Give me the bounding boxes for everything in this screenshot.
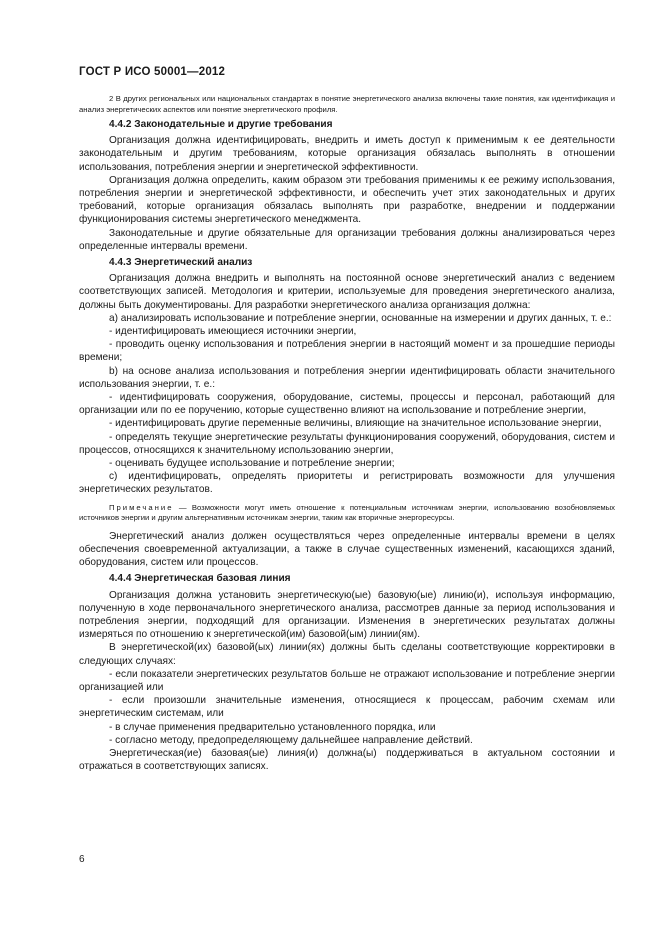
list-item: - идентифицировать другие переменные величины, влияющие на значительное использование энергии, — [109, 418, 602, 430]
section-4-4-3-heading: 4.4.3 Энергетический анализ — [109, 257, 253, 269]
list-item: - в случае применения предварительно установленного порядка, или — [109, 721, 436, 733]
list-item: - оценивать будущее использование и потребление энергии; — [109, 458, 395, 470]
list-item: - если показатели энергетических результатов больше не отражают использование и потребление энергии организацией или — [79, 668, 615, 693]
paragraph: Энергетическая(ие) базовая(ые) линия(и) должна(ы) поддерживаться в актуальном состоянии и отражаться в соответствующих записях. — [79, 747, 615, 773]
paragraph: Организация должна идентифицировать, внедрить и иметь доступ к применимым к ее деятельности законодательным и другим требованиям, которые организация обязалась выполнять в отношении использования, потребления энергии и энергетической эффективности. — [79, 135, 615, 173]
page-body — [79, 94, 615, 773]
list-item: - определять текущие энергетические результаты функционирования сооружений, оборудования, систем и процессов, относящихся к значительному использованию энергии, — [79, 431, 615, 456]
note-label: Примечание — [109, 502, 174, 512]
paragraph: Организация должна внедрить и выполнять на постоянной основе энергетический анализ с ведением соответствующих записей. Методология и критерии, используемые для проведения энергетического анализа, должны быть документированы. Для разработки энергетического анализа организация должна: — [79, 273, 615, 311]
section-4-4-4-heading: 4.4.4 Энергетическая базовая линия — [109, 573, 291, 585]
list-item: - согласно методу, предопределяющему дальнейшее направление действий. — [109, 734, 473, 746]
footnote-2: 2 В других региональных или национальных стандартах в понятие энергетического анализа включены такие понятия, как идентификация и анализ энергетических аспектов или понятие энергетического профиля. — [79, 94, 615, 114]
paragraph: Организация должна определить, каким образом эти требования применимы к ее режиму использования, потребления энергии и энергетической эффективности, и обеспечить учет этих законодательных и других требований, которые организация обязалась выполнять при разработке, внедрении и поддержании функционирования системы энергетического менеджмента. — [79, 174, 615, 226]
section-4-4-2-heading: 4.4.2 Законодательные и другие требования — [109, 119, 333, 130]
paragraph: Организация должна установить энергетическую(ые) базовую(ые) линию(и), используя информацию, полученную в ходе первоначального энергетического анализа, рассмотрев данные за период использования и потребления энергии, подходящий для организации. Изменения в энергетических результатах должны измеряться по отношению к энергетической(им) базовой(ым) линии(ям). — [79, 589, 615, 641]
paragraph: Энергетический анализ должен осуществляться через определенные интервалы времени в целях обеспечения своевременной актуализации, а также в случае существенных изменений, касающихся зданий, оборудования, систем или процессов. — [79, 530, 615, 569]
page-number: 6 — [79, 854, 85, 865]
list-item: - идентифицировать имеющиеся источники энергии, — [109, 326, 357, 338]
list-item: c) идентифицировать, определять приоритеты и регистрировать возможности для улучшения энергетических результатов. — [79, 471, 615, 496]
list-item: - идентифицировать сооружения, оборудование, системы, процессы и персонал, работающий для организации или по ее поручению, которые существенно влияют на использование и потребление энергии, — [79, 392, 615, 417]
note-text: — Возможности могут иметь отношение к потенциальным источникам энергии, использованию возобновляемых источников энергии и другим альтернативным источникам энергии, таким как вторичные энергоресурсы. — [79, 502, 615, 523]
list-item: - если произошли значительные изменения, относящиеся к процессам, рабочим схемам или энергетическим системам, или — [79, 695, 615, 720]
list-item: - проводить оценку использования и потребления энергии в настоящий момент и за прошедшие периоды времени; — [79, 339, 615, 364]
paragraph: В энергетической(их) базовой(ых) линии(ях) должны быть сделаны соответствующие корректировки в следующих случаях: — [79, 642, 615, 667]
list-item: b) на основе анализа использования и потребления энергии идентифицировать области значительного использования энергии, т. е.: — [79, 365, 615, 390]
document-header: ГОСТ Р ИСО 50001—2012 — [79, 66, 226, 78]
paragraph: Законодательные и другие обязательные для организации требования должны анализироваться через определенные интервалы времени. — [79, 227, 615, 252]
list-item: a) анализировать использование и потребление энергии, основанные на измерении и других данных, т. е.: — [109, 312, 612, 324]
note — [79, 503, 615, 524]
